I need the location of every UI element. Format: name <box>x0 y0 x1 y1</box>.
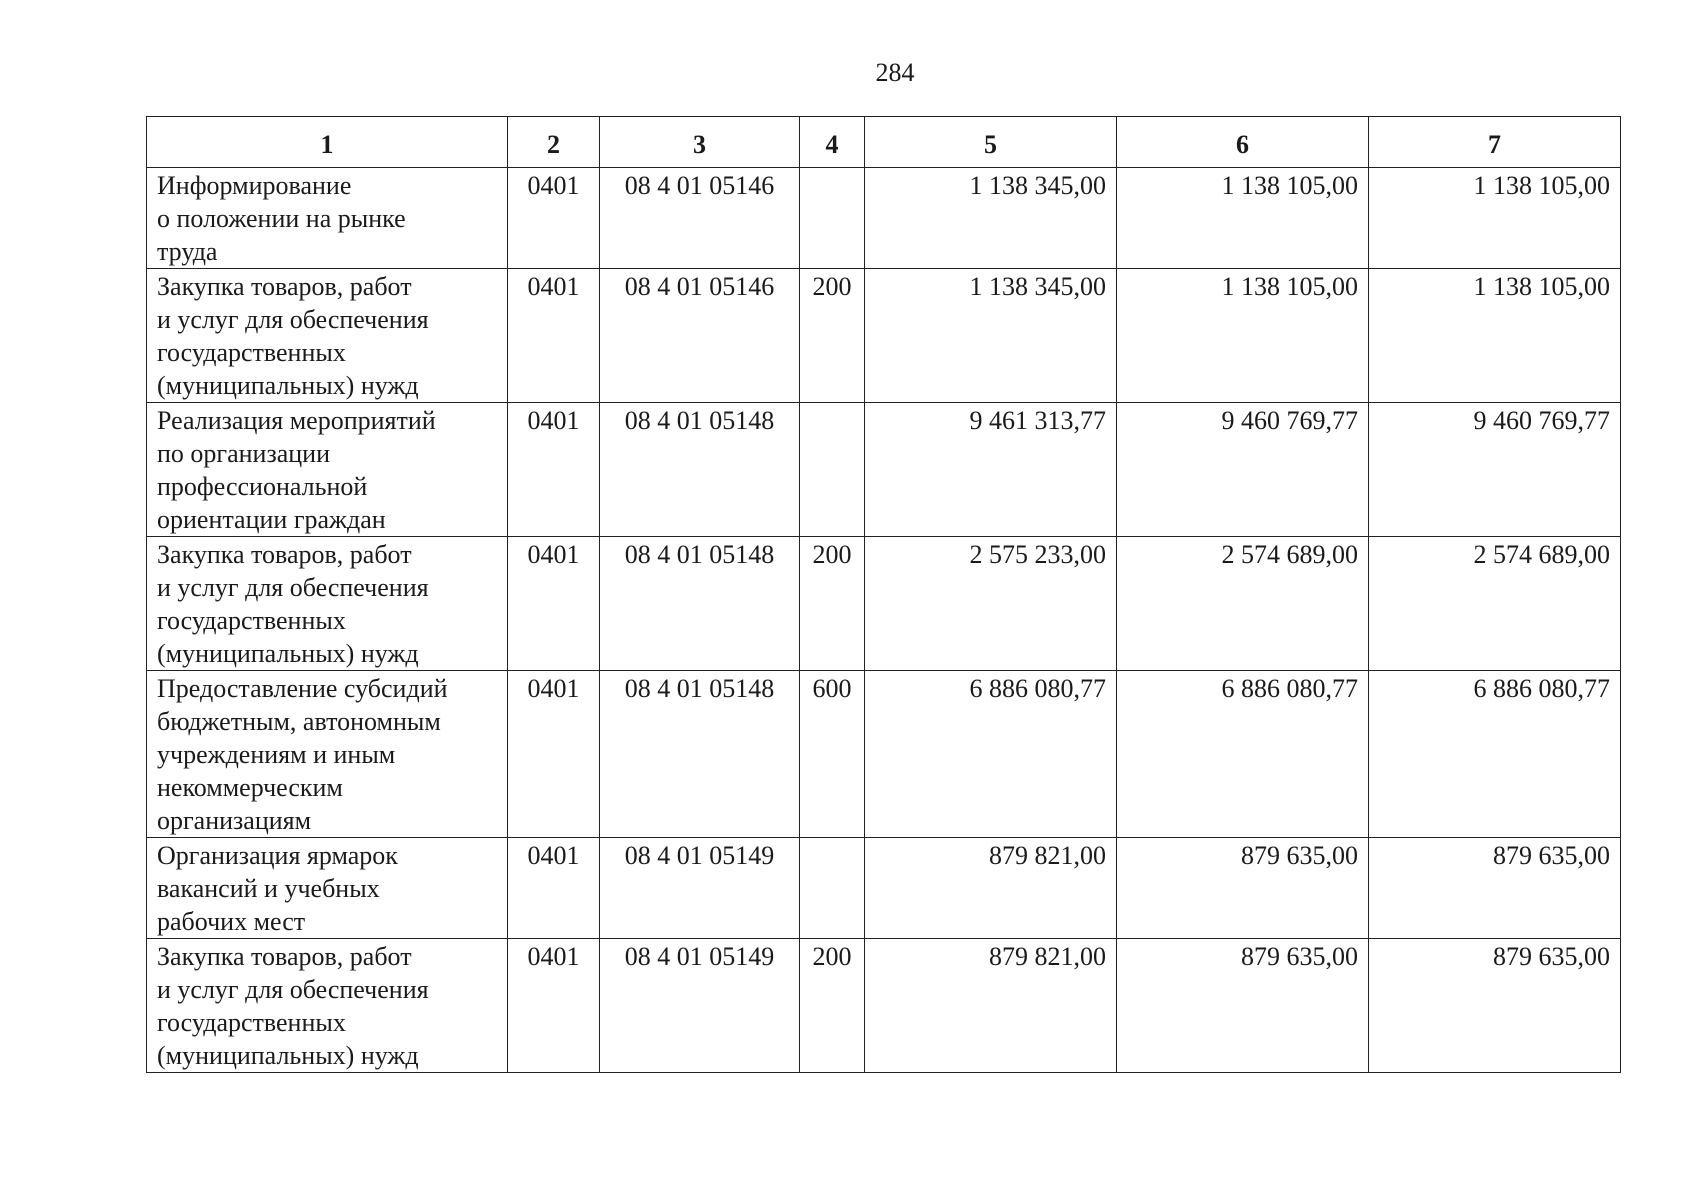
row-name-line: Организация ярмарок <box>157 841 398 870</box>
amount-col6-cell: 879 635,00 <box>1117 939 1369 1073</box>
row-name-cell <box>147 168 508 269</box>
header-cell-6: 6 <box>1117 117 1369 168</box>
row-name-cell <box>147 269 508 403</box>
target-code-cell: 08 4 01 05148 <box>600 403 800 537</box>
amount-col7-cell: 1 138 105,00 <box>1369 168 1621 269</box>
row-name-line: Предоставление субсидий <box>157 674 448 703</box>
section-cell: 0401 <box>508 838 600 939</box>
table-body <box>147 168 1621 1073</box>
budget-table <box>146 116 1621 1073</box>
row-name-cell <box>147 939 508 1073</box>
amount-col7-cell: 879 635,00 <box>1369 939 1621 1073</box>
amount-col5-cell: 879 821,00 <box>865 939 1117 1073</box>
amount-col6-cell: 6 886 080,77 <box>1117 671 1369 838</box>
section-cell: 0401 <box>508 403 600 537</box>
row-name-line: Информирование <box>157 171 352 200</box>
row-name-line: ориентации граждан <box>157 505 386 534</box>
amount-col5-cell: 2 575 233,00 <box>865 537 1117 671</box>
header-cell-7: 7 <box>1369 117 1621 168</box>
header-cell-4: 4 <box>800 117 865 168</box>
target-code-cell: 08 4 01 05149 <box>600 939 800 1073</box>
row-name-cell <box>147 403 508 537</box>
table-row <box>147 939 1621 1073</box>
row-name-line: некоммерческим <box>157 773 343 802</box>
header-row <box>147 117 1621 168</box>
target-code-cell: 08 4 01 05146 <box>600 168 800 269</box>
row-name-cell <box>147 671 508 838</box>
amount-col7-cell: 2 574 689,00 <box>1369 537 1621 671</box>
row-name-line: организациям <box>157 806 312 835</box>
row-name-line: и услуг для обеспечения <box>157 305 429 334</box>
expense-type-cell: 200 <box>800 939 865 1073</box>
row-name-line: государственных <box>157 338 346 367</box>
header-cell-3: 3 <box>600 117 800 168</box>
table-row <box>147 269 1621 403</box>
amount-col5-cell: 1 138 345,00 <box>865 269 1117 403</box>
expense-type-cell: 200 <box>800 537 865 671</box>
section-cell: 0401 <box>508 168 600 269</box>
amount-col7-cell: 1 138 105,00 <box>1369 269 1621 403</box>
header-cell-1: 1 <box>147 117 508 168</box>
target-code-cell: 08 4 01 05148 <box>600 671 800 838</box>
header-cell-5: 5 <box>865 117 1117 168</box>
row-name-line: государственных <box>157 1008 346 1037</box>
amount-col5-cell: 1 138 345,00 <box>865 168 1117 269</box>
row-name-line: Закупка товаров, работ <box>157 272 412 301</box>
target-code-cell: 08 4 01 05146 <box>600 269 800 403</box>
row-name-line: государственных <box>157 606 346 635</box>
row-name-line: и услуг для обеспечения <box>157 573 429 602</box>
amount-col7-cell: 9 460 769,77 <box>1369 403 1621 537</box>
section-cell: 0401 <box>508 671 600 838</box>
section-cell: 0401 <box>508 269 600 403</box>
table-row <box>147 838 1621 939</box>
table-row <box>147 671 1621 838</box>
amount-col5-cell: 6 886 080,77 <box>865 671 1117 838</box>
row-name-line: (муниципальных) нужд <box>157 1041 419 1070</box>
row-name-line: бюджетным, автономным <box>157 707 441 736</box>
page-number: 284 <box>875 58 915 87</box>
target-code-cell: 08 4 01 05148 <box>600 537 800 671</box>
header-cell-2: 2 <box>508 117 600 168</box>
target-code-cell: 08 4 01 05149 <box>600 838 800 939</box>
expense-type-cell: 600 <box>800 671 865 838</box>
expense-type-cell <box>800 838 865 939</box>
row-name-line: учреждениям и иным <box>157 740 396 769</box>
amount-col6-cell: 9 460 769,77 <box>1117 403 1369 537</box>
row-name-line: труда <box>157 237 218 266</box>
amount-col5-cell: 9 461 313,77 <box>865 403 1117 537</box>
amount-col5-cell: 879 821,00 <box>865 838 1117 939</box>
row-name-cell <box>147 838 508 939</box>
row-name-line: рабочих мест <box>157 907 306 936</box>
row-name-line: Закупка товаров, работ <box>157 942 412 971</box>
table-row <box>147 168 1621 269</box>
row-name-line: (муниципальных) нужд <box>157 639 419 668</box>
expense-type-cell: 200 <box>800 269 865 403</box>
row-name-line: о положении на рынке <box>157 204 406 233</box>
row-name-line: и услуг для обеспечения <box>157 975 429 1004</box>
amount-col6-cell: 2 574 689,00 <box>1117 537 1369 671</box>
amount-col6-cell: 1 138 105,00 <box>1117 168 1369 269</box>
amount-col6-cell: 1 138 105,00 <box>1117 269 1369 403</box>
row-name-line: профессиональной <box>157 472 368 501</box>
table-row <box>147 537 1621 671</box>
row-name-cell <box>147 537 508 671</box>
section-cell: 0401 <box>508 939 600 1073</box>
row-name-line: Закупка товаров, работ <box>157 540 412 569</box>
amount-col6-cell: 879 635,00 <box>1117 838 1369 939</box>
amount-col7-cell: 6 886 080,77 <box>1369 671 1621 838</box>
expense-type-cell <box>800 168 865 269</box>
row-name-line: Реализация мероприятий <box>157 406 436 435</box>
section-cell: 0401 <box>508 537 600 671</box>
amount-col7-cell: 879 635,00 <box>1369 838 1621 939</box>
row-name-line: (муниципальных) нужд <box>157 371 419 400</box>
row-name-line: по организации <box>157 439 330 468</box>
row-name-line: вакансий и учебных <box>157 874 380 903</box>
expense-type-cell <box>800 403 865 537</box>
table-row <box>147 403 1621 537</box>
